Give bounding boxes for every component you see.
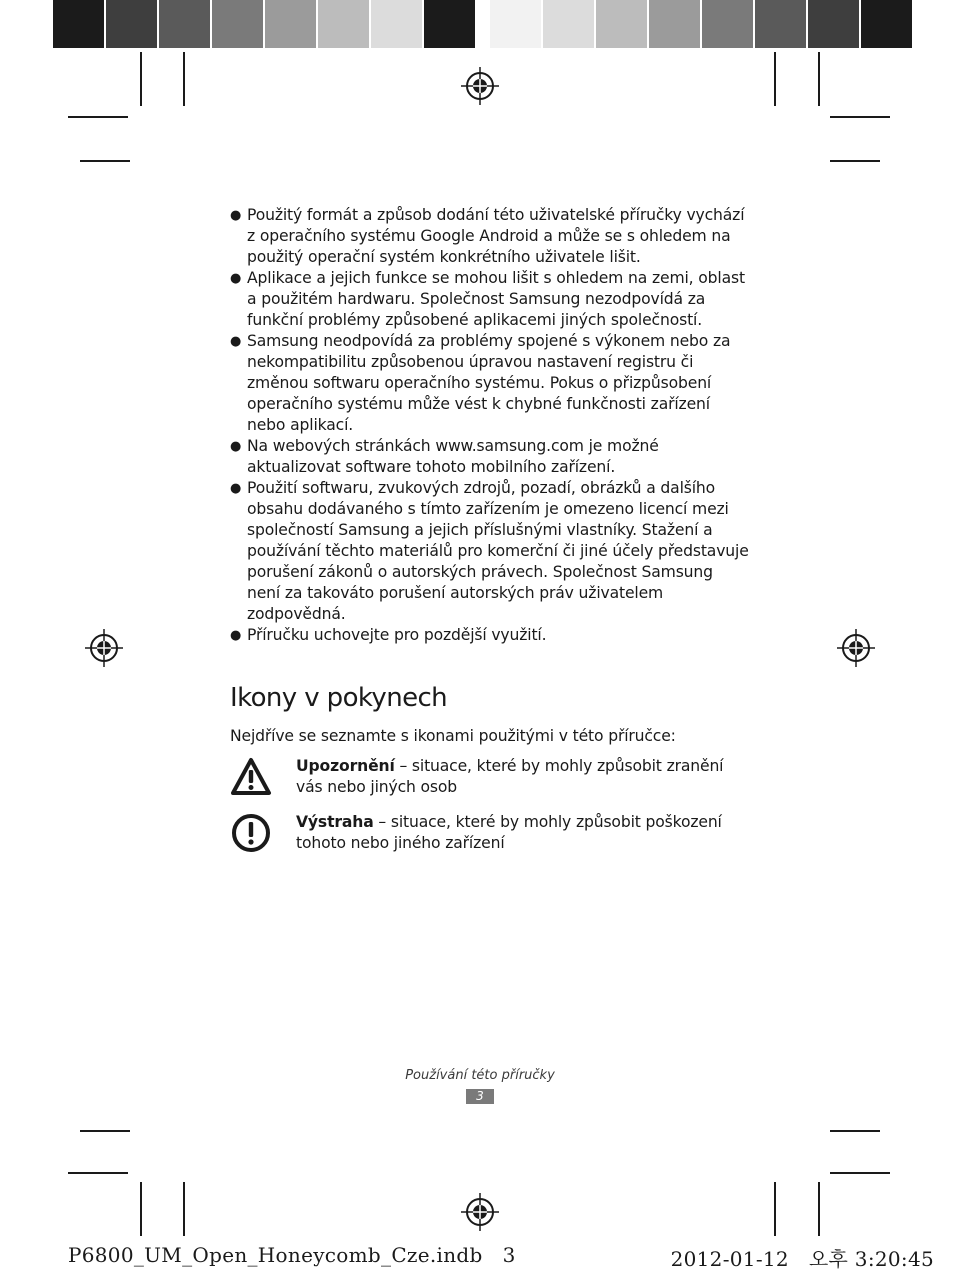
page-number: 3: [466, 1089, 494, 1104]
slug-filename: P6800_UM_Open_Honeycomb_Cze.indb 3: [68, 1243, 516, 1267]
color-swatch: [755, 0, 806, 48]
crop-mark: [818, 1182, 820, 1236]
crop-mark: [140, 1182, 142, 1236]
crop-mark: [818, 52, 820, 106]
registration-mark-icon: [836, 628, 876, 668]
color-swatch: [861, 0, 912, 48]
bullet-icon: ●: [230, 334, 242, 349]
crop-mark: [80, 1130, 130, 1132]
color-swatch: [490, 0, 541, 48]
icon-legend-text: [296, 812, 726, 854]
color-swatch: [318, 0, 369, 48]
crop-mark: [774, 1182, 776, 1236]
color-swatch: [649, 0, 700, 48]
section-title: Ikony v pokynech: [230, 683, 448, 713]
list-item-text: Příručku uchovejte pro pozdější využití.: [247, 626, 547, 644]
bullet-icon: ●: [230, 271, 242, 286]
icon-legend-description: – situace, které by mohly způsobit poškození tohoto nebo jiného zařízení: [296, 813, 722, 852]
list-item: [230, 625, 750, 646]
color-swatch: [212, 0, 263, 48]
crop-mark: [774, 52, 776, 106]
color-swatch: [159, 0, 210, 48]
crop-mark: [830, 116, 890, 118]
registration-mark-icon: [84, 628, 124, 668]
color-swatch: [808, 0, 859, 48]
crop-mark: [183, 1182, 185, 1236]
crop-mark: [68, 116, 128, 118]
list-item: [230, 478, 750, 625]
list-item-text: Na webových stránkách www.samsung.com je možné aktualizovat software tohoto mobilního zařízení.: [247, 437, 659, 476]
color-swatch: [0, 0, 51, 48]
crop-mark: [140, 52, 142, 106]
list-item-text: Použití softwaru, zvukových zdrojů, pozadí, obrázků a dalšího obsahu dodávaného s tímto zařízením je omezeno licencí mezi společností Samsung a jejich příslušnými vlastníky. Stažení a používání těchto materiálů pro komerční či jiné účely představuje porušení zákonů o autorských právech. Společnost Samsung není za takováto porušení autorských práv uživatelem zodpovědná.: [247, 479, 749, 623]
section-intro: Nejdříve se seznamte s ikonami použitými v této příručce:: [230, 727, 676, 745]
crop-mark: [68, 1172, 128, 1174]
list-item: [230, 205, 750, 268]
icon-legend-term: Upozornění: [296, 757, 395, 775]
notes-section: [230, 205, 750, 646]
registration-mark-icon: [460, 1192, 500, 1232]
icon-legend-term: Výstraha: [296, 813, 374, 831]
list-item: [230, 331, 750, 436]
color-swatch: [596, 0, 647, 48]
color-swatch: [424, 0, 475, 48]
bullet-icon: ●: [230, 208, 242, 223]
list-item-text: Použitý formát a způsob dodání této uživatelské příručky vychází z operačního systému Google Android a může se s ohledem na použitý operační systém konkrétního uživatele lišit.: [247, 206, 745, 266]
registration-mark-icon: [460, 66, 500, 106]
icon-legend-description: – situace, které by mohly způsobit zranění vás nebo jiných osob: [296, 757, 724, 796]
bullet-icon: ●: [230, 628, 242, 643]
slug-timestamp: 2012-01-12 오후 3:20:45: [670, 1247, 934, 1271]
icon-legend-text: [296, 756, 726, 798]
list-item-text: Samsung neodpovídá za problémy spojené s výkonem nebo za nekompatibilitu způsobenou úpravou nastavení registru či změnou softwaru operačního systému. Pokus o přizpůsobení operačního systému může vést k chybné funkčnosti zařízení nebo aplikací.: [247, 332, 731, 434]
bullet-icon: ●: [230, 481, 242, 496]
color-swatch: [543, 0, 594, 48]
crop-mark: [830, 1172, 890, 1174]
caution-circle-icon: [230, 812, 272, 854]
color-swatch: [371, 0, 422, 48]
color-swatch: [702, 0, 753, 48]
list-item-text: Aplikace a jejich funkce se mohou lišit s ohledem na zemi, oblast a použitém hardwaru. Společnost Samsung nezodpovídá za funkční problémy způsobené aplikacemi jiných společností.: [247, 269, 745, 329]
crop-mark: [80, 160, 130, 162]
list-item: [230, 436, 750, 478]
footer-section-label: Používání této příručky: [405, 1068, 555, 1083]
color-swatch: [914, 0, 960, 48]
color-swatch: [265, 0, 316, 48]
crop-mark: [830, 1130, 880, 1132]
color-swatch: [53, 0, 104, 48]
bullet-icon: ●: [230, 439, 242, 454]
warning-triangle-icon: [230, 756, 272, 798]
notes-list: [230, 205, 750, 646]
list-item: [230, 268, 750, 331]
color-swatch: [106, 0, 157, 48]
crop-mark: [830, 160, 880, 162]
crop-mark: [183, 52, 185, 106]
